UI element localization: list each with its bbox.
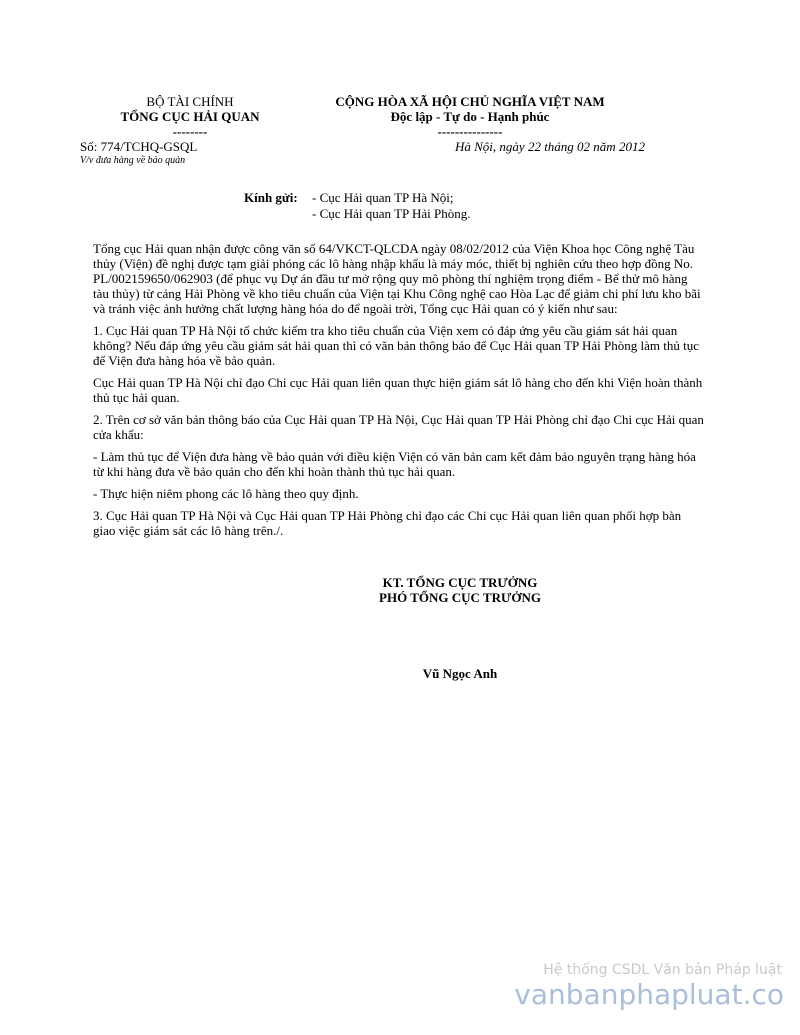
- document-body: [93, 241, 705, 545]
- recipients-label: Kính gửi:: [244, 190, 298, 205]
- document-number: Số: 774/TCHQ-GSQL: [80, 139, 198, 154]
- watermark-caption: Hệ thống CSDL Văn bản Pháp luật: [543, 962, 782, 978]
- left-separator: --------: [172, 124, 208, 139]
- department-name: TỔNG CỤC HẢI QUAN: [120, 109, 260, 124]
- document-date: Hà Nội, ngày 22 tháng 02 năm 2012: [455, 139, 645, 154]
- body-paragraph: 1. Cục Hải quan TP Hà Nội tổ chức kiểm tra kho tiêu chuẩn của Viện xem có đáp ứng yêu cầu giám sát hải quan không? Nếu đáp ứng yêu cầu giám sát hải quan thì có văn bản thông báo để Cục Hải quan TP Hải Phòng làm thủ tục để Viện đưa hàng hóa về bảo quản.: [93, 323, 699, 368]
- signer-name: Vũ Ngọc Anh: [422, 666, 498, 681]
- issuing-agency-block: [80, 94, 300, 139]
- signature-title-2: PHÓ TỔNG CỤC TRƯỞNG: [379, 590, 541, 605]
- national-header-block: [310, 94, 630, 139]
- ministry-name: BỘ TÀI CHÍNH: [146, 94, 234, 109]
- recipients-list: [312, 190, 471, 222]
- body-paragraph: - Thực hiện niêm phong các lô hàng theo quy định.: [93, 486, 359, 501]
- recipient-item: - Cục Hải quan TP Hà Nội;: [312, 190, 454, 205]
- body-paragraph: 2. Trên cơ sở văn bản thông báo của Cục Hải quan TP Hà Nội, Cục Hải quan TP Hải Phòng chỉ đạo Chi cục Hải quan cửa khẩu:: [93, 412, 704, 442]
- recipient-item: - Cục Hải quan TP Hải Phòng.: [312, 206, 471, 221]
- country-name: CỘNG HÒA XÃ HỘI CHỦ NGHĨA VIỆT NAM: [335, 94, 605, 109]
- body-paragraph: 3. Cục Hải quan TP Hà Nội và Cục Hải quan TP Hải Phòng chỉ đạo các Chi cục Hải quan liên quan phối hợp bàn giao việc giám sát các lô hàng trên./.: [93, 508, 682, 538]
- watermark-site: vanbanphapluat.co: [514, 978, 784, 1011]
- body-paragraph: - Làm thủ tục để Viện đưa hàng về bảo quản với điều kiện Viện có văn bản cam kết đảm bảo nguyên trạng hàng hóa từ khi hàng đưa về bảo quản cho đến khi hoàn thành thủ tục hải quan.: [93, 449, 696, 479]
- document-subject: V/v đưa hàng về bảo quản: [80, 155, 186, 166]
- body-paragraph: Tổng cục Hải quan nhận được công văn số 64/VKCT-QLCDA ngày 08/02/2012 của Viện Khoa học Công nghệ Tàu thủy (Viện) đề nghị được tạm giải phóng các lô hàng nhập khẩu là máy móc, thiết bị nghiên cứu theo hợp đồng No. PL/002159650/062903 (để phục vụ Dự án đầu tư mở rộng quy mô phòng thí nghiệm trọng điểm - Bể thử mô hàng tàu thủy) từ cảng Hải Phòng về kho tiêu chuẩn của Viện tại Khu Công nghệ cao Hòa Lạc để giảm chi phí lưu kho bãi và tránh việc ảnh hưởng chất lượng hàng hóa do để ngoài trời, Tổng cục Hải quan có ý kiến như sau:: [93, 241, 701, 316]
- signature-block: [360, 575, 560, 605]
- body-paragraph: Cục Hải quan TP Hà Nội chỉ đạo Chi cục Hải quan liên quan thực hiện giám sát lô hàng cho đến khi Viện hoàn thành thủ tục hải quan.: [93, 375, 703, 405]
- right-separator: ---------------: [437, 124, 503, 139]
- signature-title-1: KT. TỔNG CỤC TRƯỞNG: [382, 575, 538, 590]
- national-motto: Độc lập - Tự do - Hạnh phúc: [390, 109, 550, 124]
